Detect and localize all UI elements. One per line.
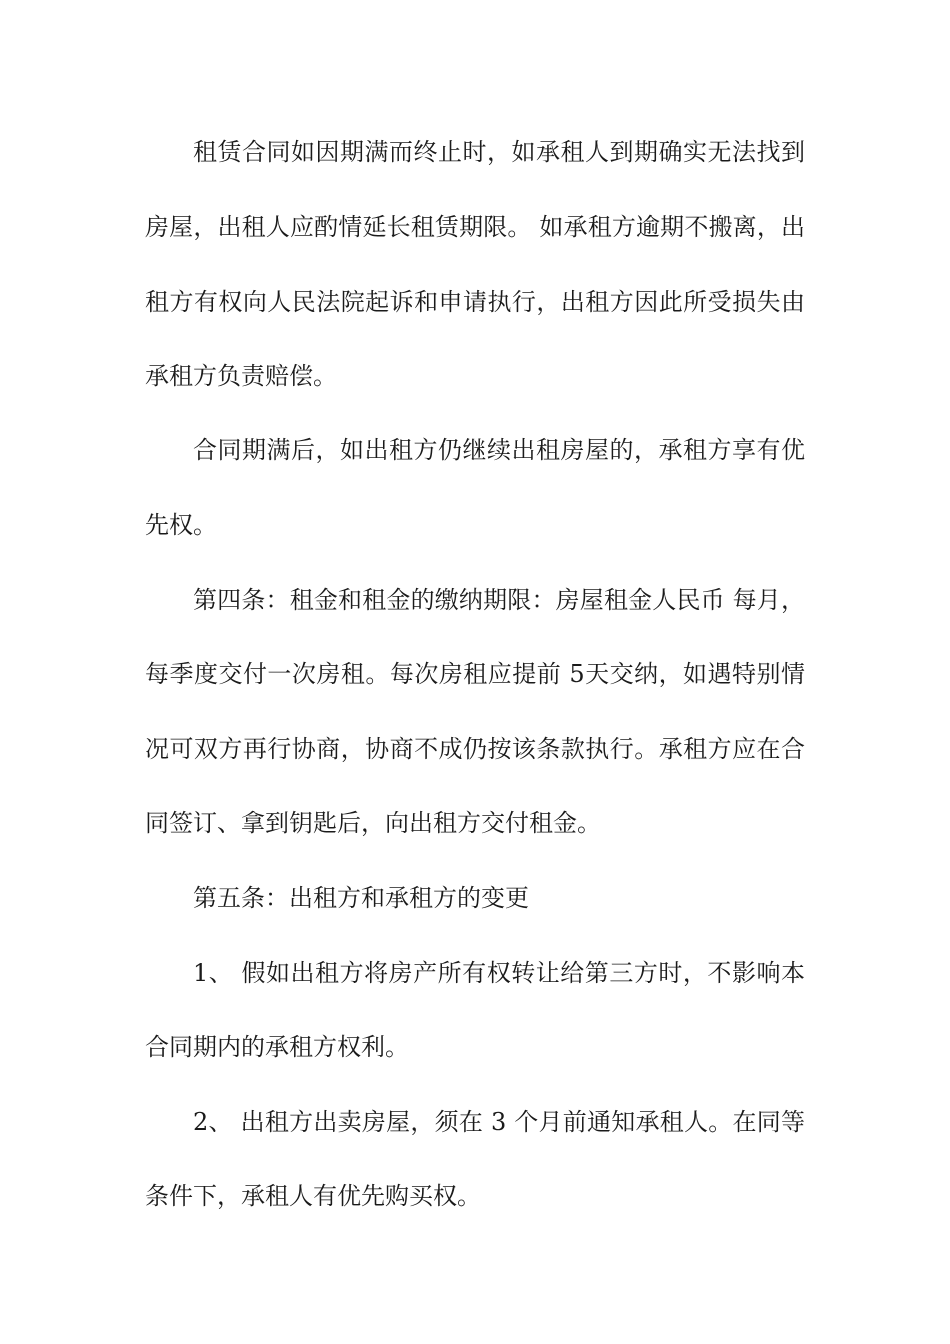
paragraph-line: 况可双方再行协商，协商不成仍按该条款执行。承租方应在合 — [145, 735, 805, 763]
paragraph-line: 同签订、拿到钥匙后，向出租方交付租金。 — [145, 809, 601, 837]
paragraph-line: 房屋，出租人应酌情延长租赁期限。 如承租方逾期不搬离，出 — [145, 213, 805, 241]
paragraph-line: 租方有权向人民法院起诉和申请执行，出租方因此所受损失由 — [145, 288, 805, 316]
paragraph-line: 第四条：租金和租金的缴纳期限：房屋租金人民币 每月， — [193, 586, 805, 614]
paragraph-line: 条件下，承租人有优先购买权。 — [145, 1182, 481, 1210]
paragraph-line: 合同期满后，如出租方仍继续出租房屋的，承租方享有优 — [193, 436, 805, 464]
paragraph-line: 每季度交付一次房租。每次房租应提前 5天交纳，如遇特别情 — [145, 660, 805, 688]
paragraph-line: 租赁合同如因期满而终止时，如承租人到期确实无法找到 — [193, 138, 805, 166]
paragraph-line: 承租方负责赔偿。 — [145, 362, 337, 390]
paragraph-line: 先权。 — [145, 511, 217, 539]
paragraph-line: 合同期内的承租方权利。 — [145, 1033, 409, 1061]
paragraph-line: 2、 出租方出卖房屋，须在 3 个月前通知承租人。在同等 — [193, 1108, 805, 1136]
section-heading: 第五条：出租方和承租方的变更 — [193, 884, 529, 912]
paragraph-line: 1、 假如出租方将房产所有权转让给第三方时，不影响本 — [193, 959, 805, 987]
